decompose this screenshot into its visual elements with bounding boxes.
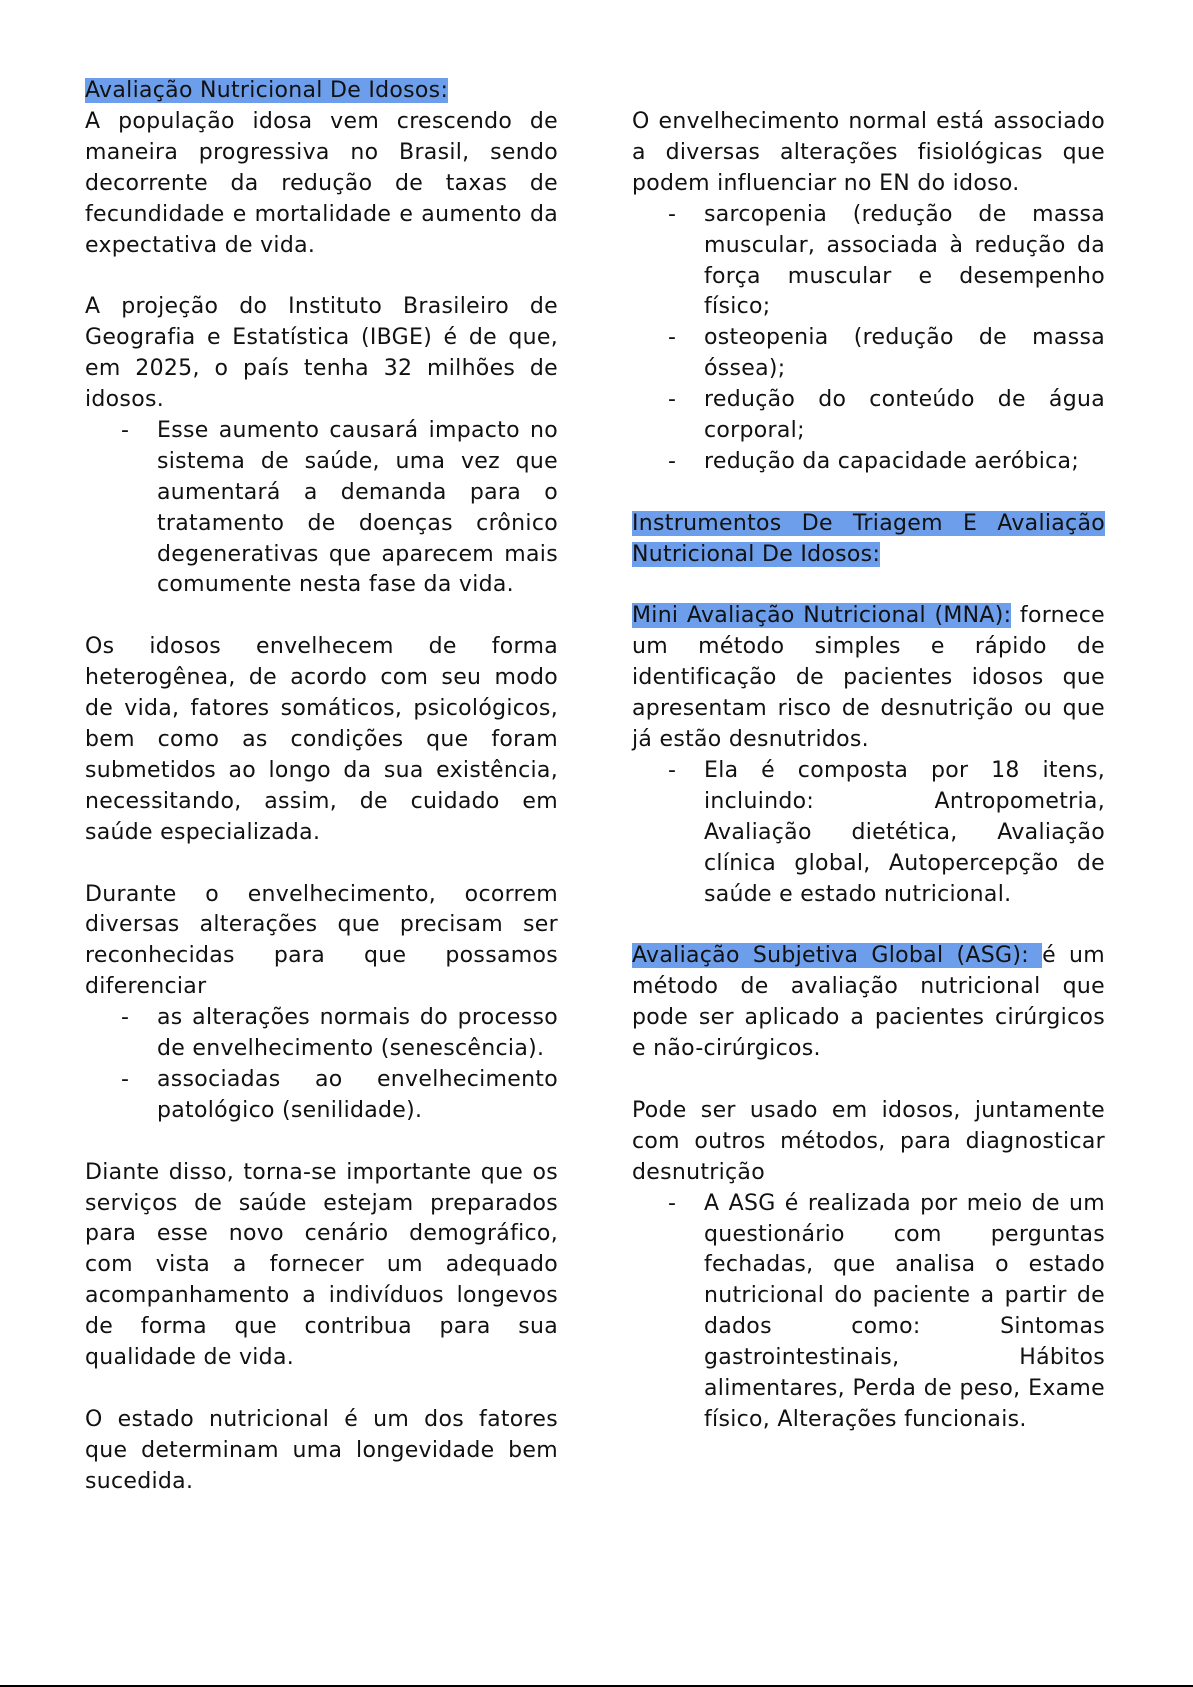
- bullet-list: [85, 1003, 558, 1127]
- list-item: - A ASG é realizada por meio de um questionário com perguntas fechadas, que analisa o estado nutricional do paciente a partir de dados como: Sintomas gastrointestinais, Hábitos alimentares, Perda de peso, Exame físico, Alterações funcionais.: [668, 1190, 1105, 1432]
- list-item: - as alterações normais do processo de envelhecimento (senescência).: [121, 1005, 558, 1062]
- section-heading: Avaliação Nutricional De Idosos:: [85, 78, 449, 103]
- bullet-list: [632, 756, 1105, 911]
- paragraph-asg: Avaliação Subjetiva Global (ASG): é um método de avaliação nutricional que pode ser aplicado a pacientes cirúrgicos e não-cirúrgicos.: [632, 943, 1105, 1062]
- paragraph: A população idosa vem crescendo de maneira progressiva no Brasil, sendo decorrente da redução de taxas de fecundidade e mortalidade e aumento da expectativa de vida.: [85, 108, 558, 258]
- list-item: - osteopenia (redução de massa óssea);: [668, 325, 1105, 382]
- paragraph: Diante disso, torna-se importante que os serviços de saúde estejam preparados para esse novo cenário demográfico, com vista a fornecer um adequado acompanhamento a indivíduos longevos de forma que contribua para sua qualidade de vida.: [85, 1159, 558, 1371]
- left-column: [85, 76, 558, 1529]
- list-item: - sarcopenia (redução de massa muscular, associada à redução da força muscular e desempenho físico;: [668, 201, 1105, 320]
- bullet-list: [632, 1189, 1105, 1436]
- paragraph: A projeção do Instituto Brasileiro de Geografia e Estatística (IBGE) é de que, em 2025, o país tenha 32 milhões de idosos.: [85, 294, 558, 413]
- paragraph: O estado nutricional é um dos fatores que determinam uma longevidade bem sucedida.: [85, 1406, 558, 1494]
- list-item: - redução do conteúdo de água corporal;: [668, 387, 1105, 444]
- bullet-list: [632, 200, 1105, 478]
- paragraph: Durante o envelhecimento, ocorrem diversas alterações que precisam ser reconhecidas para que possamos diferenciar: [85, 881, 558, 1000]
- paragraph-mna: Mini Avaliação Nutricional (MNA): fornece um método simples e rápido de identificação de pacientes idosos que apresentam risco de desnutrição ou que já estão desnutridos.: [632, 603, 1105, 753]
- list-item: - Esse aumento causará impacto no sistema de saúde, uma vez que aumentará a demanda para o tratamento de doenças crônico degenerativas que aparecem mais comumente nesta fase da vida.: [121, 417, 558, 598]
- paragraph: Os idosos envelhecem de forma heterogênea, de acordo com seu modo de vida, fatores somáticos, psicológicos, bem como as condições que foram submetidos ao longo da sua existência, necessitando, assim, de cuidado em saúde especializada.: [85, 634, 558, 845]
- bullet-list: [85, 416, 558, 601]
- paragraph: O envelhecimento normal está associado a diversas alterações fisiológicas que podem influenciar no EN do idoso.: [632, 109, 1105, 196]
- list-item: - redução da capacidade aeróbica;: [668, 448, 1080, 474]
- right-column: [632, 107, 1105, 1467]
- list-item: - associadas ao envelhecimento patológico (senilidade).: [121, 1066, 558, 1123]
- list-item: - Ela é composta por 18 itens, incluindo: Antropometria, Avaliação dietética, Avaliação clínica global, Autopercepção de saúde e estado nutricional.: [668, 758, 1105, 907]
- paragraph: Pode ser usado em idosos, juntamente com outros métodos, para diagnosticar desnutrição: [632, 1097, 1105, 1185]
- section-heading: Instrumentos De Triagem E Avaliação Nutricional De Idosos:: [632, 510, 1105, 567]
